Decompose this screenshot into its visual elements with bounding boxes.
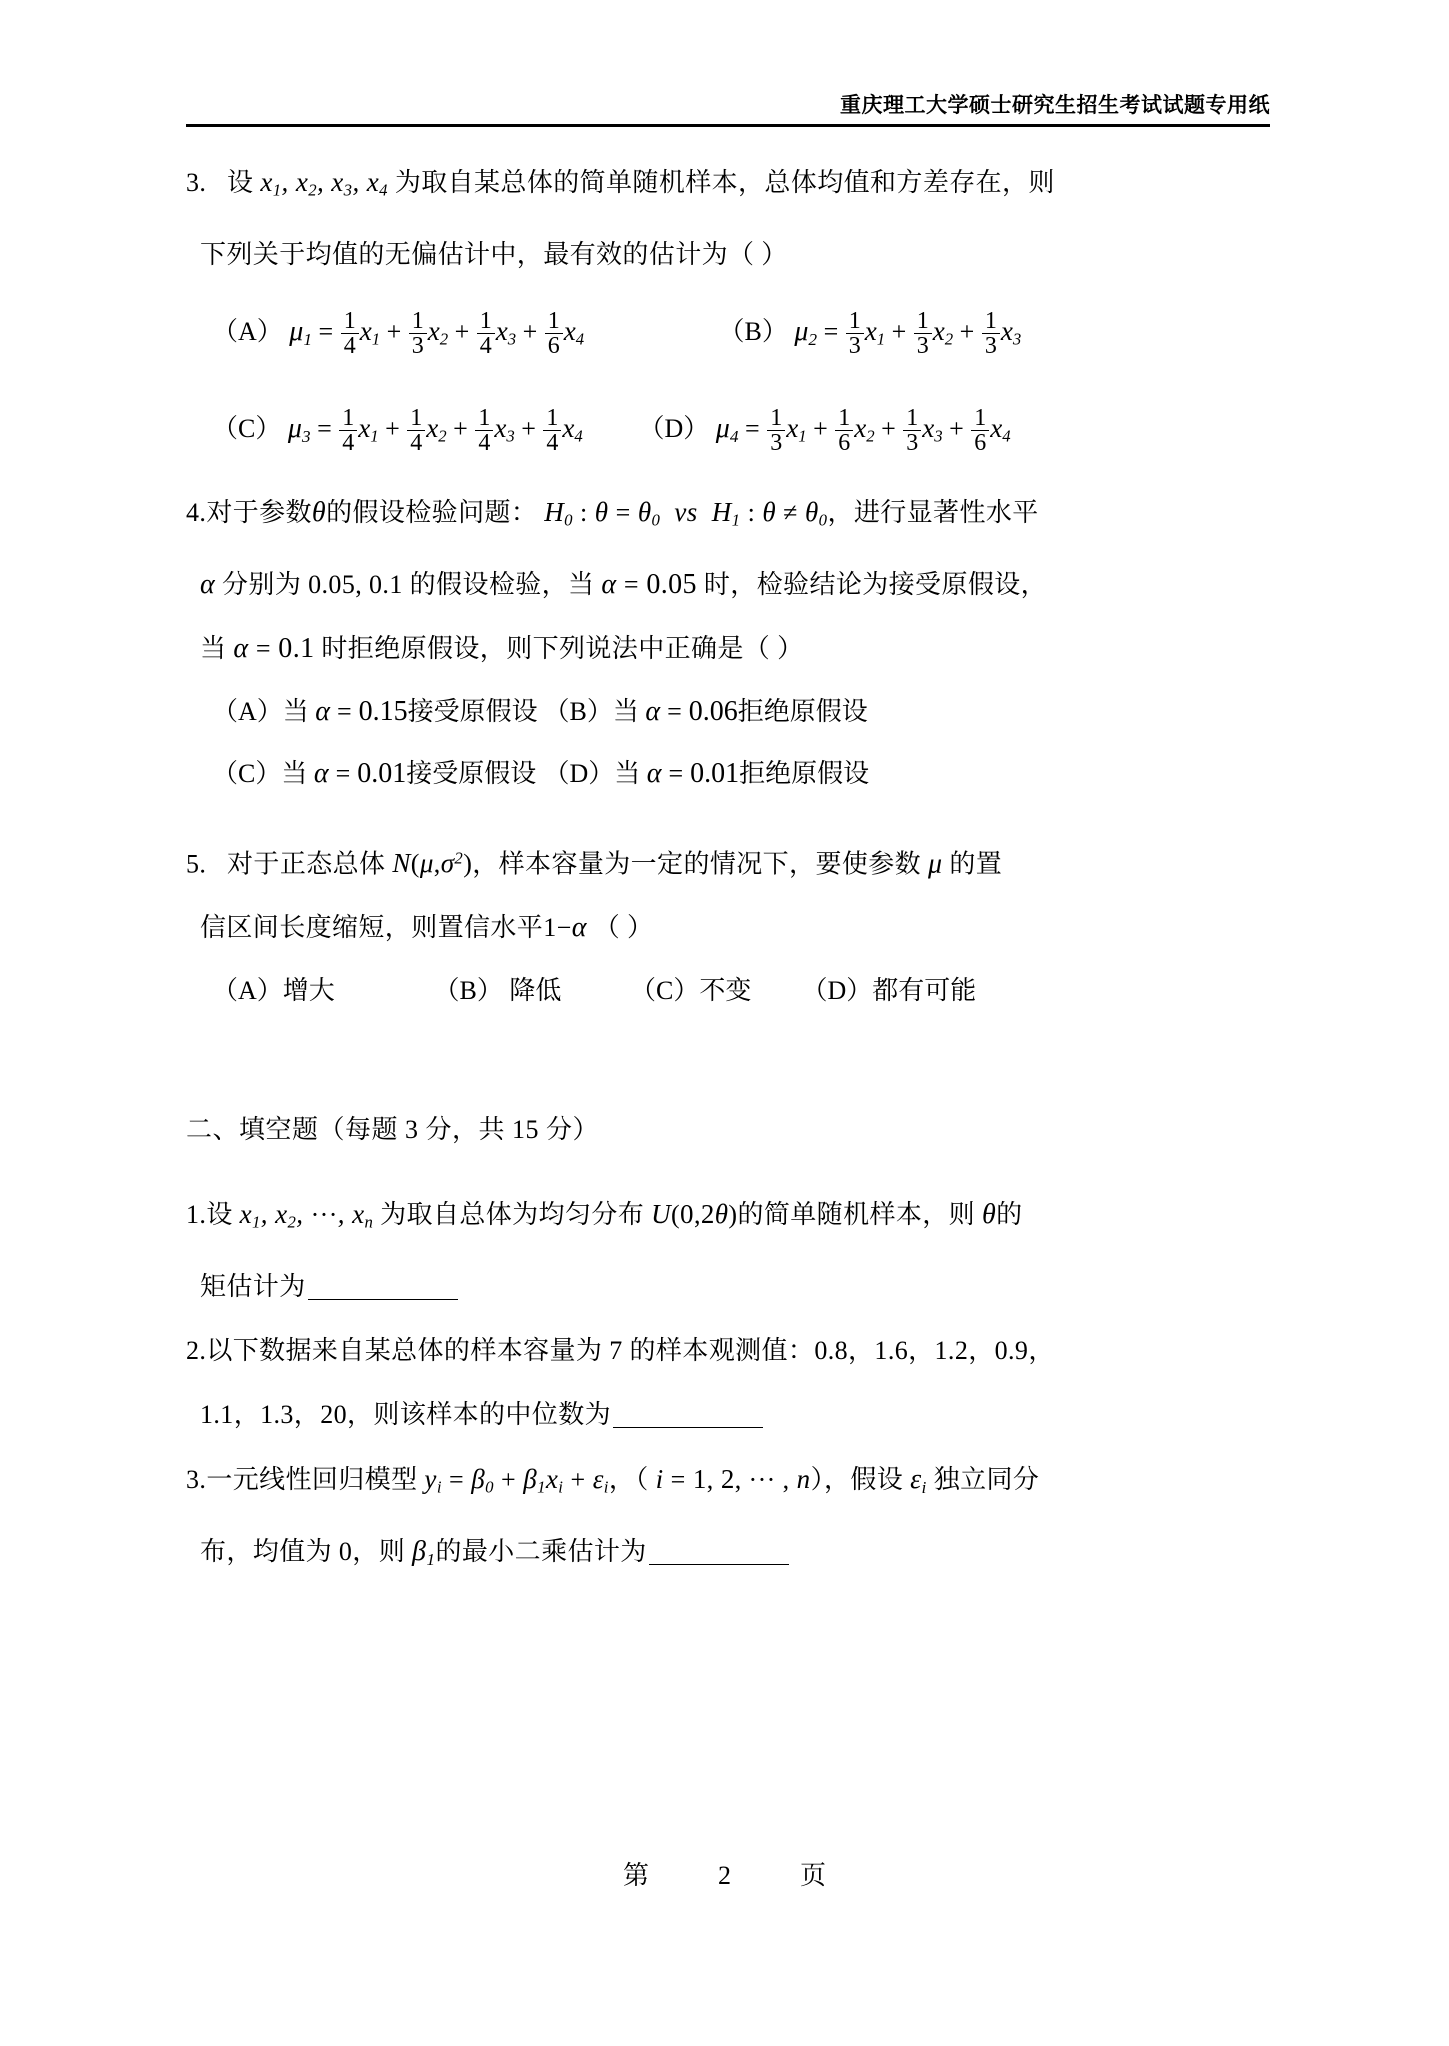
q5-option-a[interactable] [212,960,427,1022]
option-c[interactable]: （C） $\mu_3$ = $\frac{1}{4}$ $x_1$ + $\frac{1}{4}$ $x_2$ + $\frac{1}{4}$ $x_3$ + $\frac{1}{4}$ $x_4$ [212,404,583,457]
fill-q3-l2-a: 布，均值为 0，则 [200,1536,406,1566]
fill-q1-number: 1. [186,1200,207,1230]
fill-q3-number: 3. [186,1465,207,1495]
fill-question-2-line-2 [186,1383,1270,1447]
fill-q2-text-2: 1.1，1.3，20，则该样本的中位数为 [200,1400,612,1430]
spacer-after-fill-heading [186,1160,1270,1182]
question-4-stem-line-1: 4.对于参数θ的假设检验问题： $H_0$ : $\theta = \theta_0$ vs $H_1$ : $\theta \ne \theta_0$，进行显著性水平 [186,497,1039,531]
option-c-frac-4: $\frac{1}{4}$ [543,406,561,456]
q5-option-a-text: 增大 [282,976,335,1006]
fill-q1-c: 的简单随机样本，则 [737,1200,976,1230]
question-3-stem-line-2: 下列关于均值的无偏估计中，最有效的估计为（ ） [200,239,788,269]
option-c-frac-2: $\frac{1}{4}$ [407,406,425,456]
header-title: 重庆理工大学硕士研究生招生考试试题专用纸 [840,94,1270,117]
fill-question-2-line-1 [186,1319,1270,1383]
question-5-stem-line-2: 信区间长度缩短，则置信水平1−α （ ） [200,912,654,944]
question-3-variables: $x_1$, $x_2$, $x_3$, $x_4$ [260,167,388,200]
fill-question-3-line-2 [186,1520,1270,1592]
fill-q2-text-1: 以下数据来自某总体的样本容量为 7 的样本观测值：0.8，1.6，1.2，0.9， [206,1336,1055,1366]
question-4-alpha-case-2: α = 0.1 [233,633,315,665]
q5-option-b-label: （B） [433,976,503,1006]
question-3-options-row-2 [186,384,1270,481]
q4-option-b-pre: 当 [612,697,639,727]
question-4-l3-a: 当 [200,634,227,664]
question-5-l2-a: 信区间长度缩短，则置信水平 [200,913,544,943]
fill-q1-answer-blank[interactable] [308,1274,458,1300]
q4-option-c-pre: 当 [281,759,308,789]
question-4-hypotheses-alt: $H_1$ : $\theta \ne \theta_0$ [711,497,828,531]
question-5-l1-c: 的置 [949,849,1003,879]
q4-option-d-pre: 当 [614,759,641,789]
fill-q2-number: 2. [186,1336,207,1366]
option-a-frac-3: $\frac{1}{4}$ [477,309,495,359]
question-3-stem-pre: 设 [227,168,254,197]
question-5-l2-b: （ ） [593,913,654,943]
fill-q1-theta: θ [982,1199,997,1231]
question-5-distribution: $N(\mu,\sigma^2)$ [392,848,473,879]
q4-option-b-label: （B） [543,697,613,727]
option-c-lhs: $\mu_3$ [287,412,311,446]
fill-q3-index-range: i = 1, 2, ··· , n [655,1464,811,1495]
option-d[interactable]: （D） $\mu_4$ = $\frac{1}{3}$ $x_1$ + $\frac{1}{6}$ $x_2$ + $\frac{1}{3}$ $x_3$ + $\frac{1}{6}$ $x_4$ [638,404,1011,457]
question-4-l2-a: 分别为 [222,570,302,600]
q4-option-c-value: α = 0.01 [313,758,407,790]
option-d-label: （D） [638,413,710,443]
option-d-frac-1: $\frac{1}{3}$ [767,406,785,456]
question-4-l2-c: 时，检验结论为接受原假设， [703,570,1048,600]
question-4-stem-line-3 [186,617,1270,681]
fill-q3-model: $y_i = \beta_0 + \beta_1x_i + \varepsilon_i$ [424,1464,609,1497]
q4-option-a[interactable] [212,681,537,743]
q4-option-d[interactable] [544,759,870,788]
q4-option-d-label: （D） [543,759,615,789]
question-4-text-b: 的假设检验问题： [326,498,538,528]
question-4-text-a: 对于参数 [206,498,312,528]
question-4-l3-b: 时拒绝原假设，则下列说法中正确是（ ） [321,634,804,664]
fill-q3-answer-blank[interactable] [649,1539,789,1565]
question-3-number: 3. [186,168,207,197]
fill-q1-distribution: U(0,2θ) [651,1199,738,1230]
fill-q3-d: 独立同分 [933,1465,1040,1495]
option-d-frac-2: $\frac{1}{6}$ [835,406,853,456]
question-5-stem-line-1 [186,827,1270,896]
option-b-frac-2: $\frac{1}{3}$ [914,309,932,359]
question-3-stem-post: 为取自某总体的简单随机样本，总体均值和方差存在，则 [394,168,1055,197]
fill-q2-answer-blank[interactable] [613,1402,763,1428]
option-b-lhs: $\mu_2$ [794,315,818,349]
fill-question-1-line-2 [186,1255,1270,1319]
fill-q3-a: 一元线性回归模型 [206,1465,418,1495]
question-4-options-row-2 [186,743,1270,805]
fill-q1-d: 的 [996,1200,1023,1230]
fill-q3-l2-b: 的最小二乘估计为 [435,1536,647,1566]
page-header [186,92,1270,127]
question-5-number: 5. [186,849,207,879]
option-c-frac-1: $\frac{1}{4}$ [339,406,357,456]
question-4-options-row-1 [186,681,1270,743]
question-4-hypotheses: $H_0$ : $\theta = \theta_0$ [544,497,661,531]
option-a-frac-2: $\frac{1}{3}$ [409,309,427,359]
spacer-after-q4 [186,805,1270,827]
option-a-lhs: $\mu_1$ [289,315,313,349]
fill-q1-b: 为取自总体为均匀分布 [380,1200,645,1230]
option-d-frac-3: $\frac{1}{3}$ [903,406,921,456]
q4-option-b-post: 拒绝原假设 [737,697,868,727]
fill-q1-answer-label: 矩估计为 [200,1272,306,1302]
option-d-lhs: $\mu_4$ [715,412,739,446]
question-5-options-row [186,960,1270,1022]
question-4-stem-line-2: α 分别为 0.05, 0.1 的假设检验，当 α = 0.05 时，检验结论为接受原假设， [200,569,1048,601]
option-c-label: （C） [212,413,282,443]
question-5-l1-b: ，样本容量为一定的情况下，要使参数 [472,849,922,879]
question-3-stem-line-1 [186,150,1270,223]
option-b[interactable]: （B） $\mu_2$ = $\frac{1}{3}$ $x_1$ + $\frac{1}{3}$ $x_2$ + $\frac{1}{3}$ $x_3$ [718,307,1022,360]
option-a[interactable]: （A） $\mu_1$ = $\frac{1}{4}$ $x_1$ + $\frac{1}{3}$ $x_2$ + $\frac{1}{4}$ $x_3$ + $\frac{1}{6}$ $x_4$ [212,307,585,360]
option-d-frac-4: $\frac{1}{6}$ [971,406,989,456]
question-3-options-row-1 [186,287,1270,384]
q5-option-b[interactable] [434,960,624,1022]
q5-option-d-text: 都有可能 [872,976,977,1006]
spacer-before-fill-section [186,1022,1270,1100]
question-4-l2-b: 的假设检验，当 [409,570,595,600]
q4-option-b[interactable] [544,697,868,726]
page-footer [0,1855,1449,1892]
q4-option-a-pre: 当 [282,697,309,727]
q5-option-b-text: 降低 [509,976,562,1006]
footer-prefix: 第 [622,1861,649,1890]
question-5-l1-a: 对于正态总体 [227,849,386,879]
q4-option-c-post: 接受原假设 [406,759,537,789]
q4-option-d-post: 拒绝原假设 [739,759,870,789]
q5-option-a-label: （A） [212,976,283,1006]
question-4-text-c: ，进行显著性水平 [827,498,1039,528]
q5-option-d-label: （D） [801,976,873,1006]
fill-question-1-line-1 [186,1182,1270,1255]
option-a-frac-4: $\frac{1}{6}$ [545,309,563,359]
option-b-frac-1: $\frac{1}{3}$ [846,309,864,359]
q5-option-c[interactable] [630,960,795,1022]
fill-q1-a: 设 [206,1200,233,1230]
q5-option-c-label: （C） [630,976,700,1006]
fill-q3-c: ），假设 [810,1465,904,1495]
header-divider [186,124,1270,127]
q4-option-b-value: α = 0.06 [645,696,738,728]
question-4-alpha-case-1: α = 0.05 [601,569,697,601]
footer-suffix: 页 [800,1861,827,1890]
q4-option-d-value: α = 0.01 [646,758,740,790]
footer-page-number: 2 [718,1861,731,1890]
q5-option-d[interactable] [802,976,977,1005]
q5-option-c-text: 不变 [699,976,752,1006]
question-4-alpha-values: 0.05, 0.1 [308,570,403,600]
option-b-label: （B） [718,316,788,346]
fill-section-heading: 二、填空题（每题 3 分，共 15 分） [186,1115,600,1145]
q4-option-c-label: （C） [212,759,282,789]
q4-option-a-value: α = 0.15 [315,696,408,728]
option-c-frac-3: $\frac{1}{4}$ [475,406,493,456]
fill-q3-epsilon: $\varepsilon_i$ [910,1464,927,1497]
q4-option-a-label: （A） [212,697,283,727]
exam-content [186,150,1270,1592]
fill-q3-b: ，（ [608,1465,649,1495]
question-4-number: 4. [186,498,207,528]
option-a-label: （A） [212,316,283,346]
q4-option-a-post: 接受原假设 [407,697,538,727]
option-b-frac-3: $\frac{1}{3}$ [982,309,1000,359]
question-5-mu: μ [927,848,943,880]
fill-question-3-line-1 [186,1447,1270,1520]
option-a-frac-1: $\frac{1}{4}$ [341,309,359,359]
fill-q1-variables: $x_1$, $x_2$, ···, $x_n$ [239,1199,374,1233]
fill-q3-beta: $\beta_1$ [412,1535,436,1569]
q4-option-c[interactable] [212,743,537,805]
